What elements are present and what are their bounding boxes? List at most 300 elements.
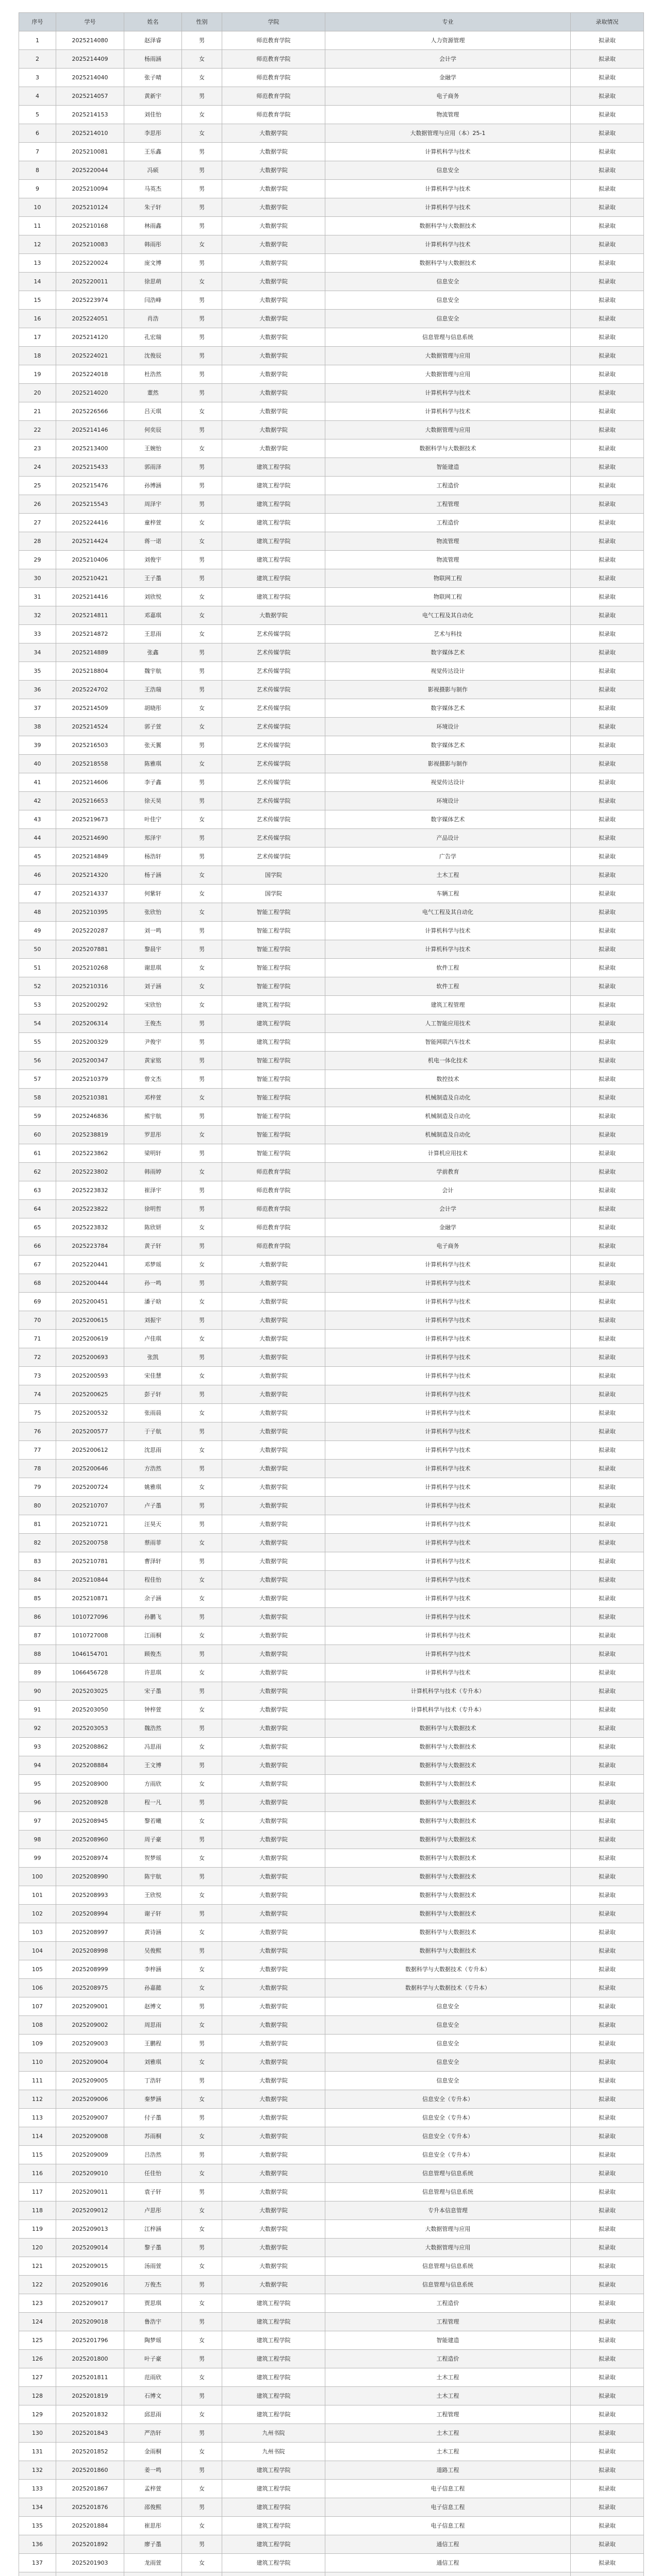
cell-status: 拟录取 — [571, 1367, 644, 1385]
cell-student-id: 2025209011 — [56, 2183, 124, 2201]
cell-student-id: 2025200724 — [56, 1478, 124, 1497]
cell-name: 黄家铭 — [124, 1052, 182, 1070]
cell-gender: 男 — [182, 569, 222, 588]
cell-gender: 男 — [182, 940, 222, 959]
cell-gender: 男 — [182, 1460, 222, 1478]
cell-index: 55 — [19, 1033, 56, 1052]
cell-status: 拟录取 — [571, 2424, 644, 2443]
table-row — [19, 50, 644, 69]
cell-index: 71 — [19, 1330, 56, 1348]
cell-index: 132 — [19, 2461, 56, 2480]
cell-student-id: 2025218558 — [56, 755, 124, 773]
cell-gender: 女 — [182, 2294, 222, 2313]
cell-college: 建筑工程学院 — [222, 477, 325, 495]
cell-gender: 男 — [182, 1608, 222, 1626]
cell-gender: 男 — [182, 1014, 222, 1033]
cell-name: 魏宇航 — [124, 662, 182, 681]
table-row — [19, 959, 644, 977]
cell-college: 艺术传媒学院 — [222, 773, 325, 792]
cell-name: 张凯 — [124, 1348, 182, 1367]
cell-status: 拟录取 — [571, 1422, 644, 1441]
cell-student-id: 2025214424 — [56, 532, 124, 551]
cell-college: 大数据学院 — [222, 1478, 325, 1497]
cell-status: 拟录取 — [571, 402, 644, 421]
cell-major: 计算机科学与技术 — [325, 1478, 571, 1497]
cell-college: 大数据学院 — [222, 2090, 325, 2109]
cell-college: 大数据学院 — [222, 1775, 325, 1793]
cell-college: 智能工程学院 — [222, 1052, 325, 1070]
cell-student-id: 2025214849 — [56, 848, 124, 866]
cell-college: 大数据学院 — [222, 1497, 325, 1515]
cell-name: 王鹏程 — [124, 2035, 182, 2053]
cell-name: 徐明哲 — [124, 1200, 182, 1218]
cell-index: 78 — [19, 1460, 56, 1478]
table-row — [19, 2016, 644, 2035]
cell-status: 拟录取 — [571, 1348, 644, 1367]
cell-major: 视觉传达设计 — [325, 773, 571, 792]
cell-index: 99 — [19, 1849, 56, 1868]
cell-major: 计算机科学与技术 — [325, 235, 571, 254]
cell-index: 130 — [19, 2424, 56, 2443]
cell-student-id: 2025210721 — [56, 1515, 124, 1534]
cell-name: 曾文杰 — [124, 1070, 182, 1089]
cell-college: 大数据学院 — [222, 1348, 325, 1367]
cell-gender: 男 — [182, 848, 222, 866]
cell-index: 119 — [19, 2220, 56, 2239]
cell-student-id: 2025201892 — [56, 2535, 124, 2554]
cell-gender: 男 — [182, 2276, 222, 2294]
cell-status: 拟录取 — [571, 2164, 644, 2183]
cell-name: 谢子轩 — [124, 1905, 182, 1923]
table-row — [19, 1793, 644, 1812]
cell-student-id: 2025208997 — [56, 1923, 124, 1942]
cell-college: 大数据学院 — [222, 2220, 325, 2239]
cell-student-id: 2025209012 — [56, 2201, 124, 2220]
cell-student-id: 2025210421 — [56, 569, 124, 588]
cell-name: 何紫轩 — [124, 885, 182, 903]
cell-major: 广告学 — [325, 848, 571, 866]
cell-index: 50 — [19, 940, 56, 959]
cell-index: 115 — [19, 2146, 56, 2164]
cell-name: 黎晨宇 — [124, 940, 182, 959]
cell-status: 拟录取 — [571, 1664, 644, 1682]
table-row — [19, 1738, 644, 1756]
cell-name: 赵泽睿 — [124, 31, 182, 50]
table-row — [19, 2146, 644, 2164]
cell-status: 拟录取 — [571, 87, 644, 106]
cell-gender: 女 — [182, 2554, 222, 2572]
cell-name: 胡晓彤 — [124, 699, 182, 718]
cell-college: 建筑工程学院 — [222, 514, 325, 532]
cell-name: 李子鑫 — [124, 773, 182, 792]
cell-index: 87 — [19, 1626, 56, 1645]
cell-name: 江梓涵 — [124, 2220, 182, 2239]
cell-status: 拟录取 — [571, 1256, 644, 1274]
cell-status: 拟录取 — [571, 2016, 644, 2035]
cell-name: 付子墨 — [124, 2109, 182, 2127]
cell-name: 周子豪 — [124, 1831, 182, 1849]
cell-college: 大数据学院 — [222, 1719, 325, 1738]
cell-gender: 女 — [182, 2201, 222, 2220]
cell-index: 61 — [19, 1144, 56, 1163]
cell-index: 46 — [19, 866, 56, 885]
cell-status: 拟录取 — [571, 2276, 644, 2294]
cell-index: 35 — [19, 662, 56, 681]
cell-student-id: 2025203053 — [56, 1719, 124, 1738]
cell-student-id: 2025209003 — [56, 2035, 124, 2053]
cell-student-id: 2025210124 — [56, 198, 124, 217]
cell-college: 建筑工程学院 — [222, 2535, 325, 2554]
cell-index: 7 — [19, 143, 56, 161]
cell-gender: 男 — [182, 254, 222, 273]
cell-gender: 女 — [182, 903, 222, 922]
cell-college: 大数据学院 — [222, 1868, 325, 1886]
cell-index: 81 — [19, 1515, 56, 1534]
cell-index: 65 — [19, 1218, 56, 1237]
cell-student-id: 2025200615 — [56, 1311, 124, 1330]
cell-index: 85 — [19, 1589, 56, 1608]
table-row — [19, 1942, 644, 1960]
cell-student-id: 2025223822 — [56, 1200, 124, 1218]
cell-gender: 女 — [182, 1664, 222, 1682]
cell-status: 拟录取 — [571, 829, 644, 848]
cell-status: 拟录取 — [571, 569, 644, 588]
cell-status: 拟录取 — [571, 1478, 644, 1497]
cell-college: 建筑工程学院 — [222, 2350, 325, 2368]
cell-college: 大数据学院 — [222, 347, 325, 365]
cell-major: 电子商务 — [325, 87, 571, 106]
cell-major: 建筑工程管理 — [325, 996, 571, 1014]
cell-index: 112 — [19, 2090, 56, 2109]
cell-name: 王欣悦 — [124, 1886, 182, 1905]
cell-major: 计算机科学与技术 — [325, 180, 571, 198]
cell-name: 刘雅琪 — [124, 2053, 182, 2072]
cell-name: 韩雨彤 — [124, 235, 182, 254]
cell-student-id: 2025209010 — [56, 2164, 124, 2183]
cell-gender: 女 — [182, 1163, 222, 1181]
cell-name: 张欣怡 — [124, 903, 182, 922]
cell-major: 计算机科学与技术 — [325, 1311, 571, 1330]
cell-student-id: 2025200758 — [56, 1534, 124, 1552]
cell-status: 拟录取 — [571, 848, 644, 866]
cell-name: 苏雨桐 — [124, 2127, 182, 2146]
cell-major: 道路工程 — [325, 2461, 571, 2480]
cell-major: 电气工程及其自动化 — [325, 903, 571, 922]
cell-major: 通信工程 — [325, 2535, 571, 2554]
cell-status: 拟录取 — [571, 1979, 644, 1997]
table-row — [19, 2387, 644, 2405]
cell-student-id: 2025208884 — [56, 1756, 124, 1775]
cell-index: 69 — [19, 1293, 56, 1311]
cell-college: 大数据学院 — [222, 1589, 325, 1608]
cell-college: 艺术传媒学院 — [222, 829, 325, 848]
cell-name: 黎若曦 — [124, 1812, 182, 1831]
cell-major: 数据科学与大数据技术 — [325, 1775, 571, 1793]
cell-name: 于子航 — [124, 1422, 182, 1441]
cell-gender: 女 — [182, 106, 222, 124]
cell-major: 信息管理与信息系统 — [325, 328, 571, 347]
cell-college: 大数据学院 — [222, 2109, 325, 2127]
cell-major: 电子信息工程 — [325, 2517, 571, 2535]
cell-gender: 男 — [182, 1348, 222, 1367]
cell-gender: 女 — [182, 1126, 222, 1144]
table-row — [19, 1960, 644, 1979]
cell-major: 机械制造及自动化 — [325, 1089, 571, 1107]
cell-status: 拟录取 — [571, 1571, 644, 1589]
cell-student-id: 1010727008 — [56, 1626, 124, 1645]
cell-major: 数控技术 — [325, 1070, 571, 1089]
cell-student-id: 2025214010 — [56, 124, 124, 143]
cell-major: 计算机科学与技术 — [325, 1293, 571, 1311]
cell-name: 赵博文 — [124, 1997, 182, 2016]
table-row — [19, 977, 644, 996]
cell-student-id: 2025223784 — [56, 1237, 124, 1256]
cell-gender: 女 — [182, 959, 222, 977]
table-row — [19, 606, 644, 625]
cell-name: 卢思彤 — [124, 2201, 182, 2220]
cell-status: 拟录取 — [571, 2201, 644, 2220]
cell-college: 大数据学院 — [222, 124, 325, 143]
cell-major: 软件工程 — [325, 977, 571, 996]
table-row — [19, 402, 644, 421]
cell-name: 杨浩轩 — [124, 848, 182, 866]
cell-student-id: 2025209017 — [56, 2294, 124, 2313]
cell-college: 艺术传媒学院 — [222, 699, 325, 718]
cell-gender: 女 — [182, 514, 222, 532]
table-row — [19, 1849, 644, 1868]
cell-major: 工程造价 — [325, 2294, 571, 2313]
cell-index: 41 — [19, 773, 56, 792]
cell-index: 21 — [19, 402, 56, 421]
cell-major: 金融学 — [325, 1218, 571, 1237]
table-row — [19, 1163, 644, 1181]
cell-status: 拟录取 — [571, 1441, 644, 1460]
cell-student-id: 2025201852 — [56, 2443, 124, 2461]
table-header — [19, 13, 644, 31]
cell-name: 刘俊宇 — [124, 551, 182, 569]
cell-status: 拟录取 — [571, 1793, 644, 1812]
cell-student-id: 2025210844 — [56, 1571, 124, 1589]
cell-student-id: 2025214337 — [56, 885, 124, 903]
cell-major: 计算机科学与技术（专升本） — [325, 1701, 571, 1719]
cell-major: 人力资源管理 — [325, 31, 571, 50]
cell-index: 134 — [19, 2498, 56, 2517]
cell-student-id: 2025209014 — [56, 2239, 124, 2257]
table-row — [19, 514, 644, 532]
cell-index: 135 — [19, 2517, 56, 2535]
table-row — [19, 1237, 644, 1256]
cell-status: 拟录取 — [571, 1052, 644, 1070]
cell-major: 计算机科学与技术 — [325, 1441, 571, 1460]
cell-status: 拟录取 — [571, 1997, 644, 2016]
cell-name: 钟梓萱 — [124, 1701, 182, 1719]
cell-name: 顾俊杰 — [124, 1645, 182, 1664]
cell-major: 计算机科学与技术 — [325, 384, 571, 402]
cell-name: 王思雨 — [124, 625, 182, 643]
cell-gender: 男 — [182, 1682, 222, 1701]
cell-major: 机械制造及自动化 — [325, 1126, 571, 1144]
cell-college: 大数据学院 — [222, 2164, 325, 2183]
cell-index: 37 — [19, 699, 56, 718]
cell-major: 数据科学与大数据技术 — [325, 217, 571, 235]
cell-major: 数据科学与大数据技术 — [325, 1886, 571, 1905]
cell-major: 数据科学与大数据技术 — [325, 1831, 571, 1849]
cell-gender: 男 — [182, 1274, 222, 1293]
table-row — [19, 2294, 644, 2313]
cell-index: 137 — [19, 2554, 56, 2572]
cell-gender: 男 — [182, 2424, 222, 2443]
cell-student-id: 2025214872 — [56, 625, 124, 643]
table-row — [19, 1422, 644, 1441]
cell-gender: 男 — [182, 347, 222, 365]
table-row — [19, 996, 644, 1014]
cell-major: 信息安全 — [325, 310, 571, 328]
header-row — [19, 13, 644, 31]
cell-college: 师范教育学院 — [222, 1218, 325, 1237]
cell-name: 邓梦瑶 — [124, 1256, 182, 1274]
cell-name — [124, 2572, 182, 2576]
cell-major: 工程造价 — [325, 2350, 571, 2368]
table-row — [19, 2053, 644, 2072]
cell-gender: 女 — [182, 439, 222, 458]
cell-index: 59 — [19, 1107, 56, 1126]
cell-student-id: 2025206314 — [56, 1014, 124, 1033]
table-row — [19, 551, 644, 569]
cell-gender: 女 — [182, 69, 222, 87]
cell-student-id: 2025226566 — [56, 402, 124, 421]
cell-student-id: 1066456728 — [56, 1664, 124, 1682]
cell-student-id: 2025201867 — [56, 2480, 124, 2498]
cell-student-id: 2025201903 — [56, 2554, 124, 2572]
table-row — [19, 1256, 644, 1274]
cell-status: 拟录取 — [571, 1126, 644, 1144]
cell-major: 数据科学与大数据技术 — [325, 439, 571, 458]
cell-name: 杨子涵 — [124, 866, 182, 885]
cell-index: 11 — [19, 217, 56, 235]
cell-name: 廖子墨 — [124, 2535, 182, 2554]
cell-index: 96 — [19, 1793, 56, 1812]
table-row — [19, 235, 644, 254]
cell-student-id: 2025214146 — [56, 421, 124, 439]
cell-gender: 女 — [182, 885, 222, 903]
cell-gender: 女 — [182, 2368, 222, 2387]
cell-status: 拟录取 — [571, 2127, 644, 2146]
cell-major: 计算机科学与技术 — [325, 940, 571, 959]
cell-gender: 男 — [182, 2183, 222, 2201]
table-row — [19, 2498, 644, 2517]
cell-status: 拟录取 — [571, 903, 644, 922]
cell-student-id: 2025200625 — [56, 1385, 124, 1404]
cell-student-id: 2025214153 — [56, 106, 124, 124]
cell-index: 20 — [19, 384, 56, 402]
cell-college: 大数据学院 — [222, 235, 325, 254]
cell-student-id: 2025209005 — [56, 2072, 124, 2090]
table-row — [19, 2183, 644, 2201]
cell-status: 拟录取 — [571, 180, 644, 198]
cell-college: 大数据学院 — [222, 1886, 325, 1905]
cell-major: 计算机科学与技术 — [325, 1330, 571, 1348]
cell-index: 102 — [19, 1905, 56, 1923]
cell-college: 大数据学院 — [222, 1256, 325, 1274]
cell-gender: 男 — [182, 1033, 222, 1052]
cell-student-id: 2025214040 — [56, 69, 124, 87]
cell-major: 计算机科学与技术 — [325, 1348, 571, 1367]
cell-name: 鲁浩宇 — [124, 2313, 182, 2331]
cell-name: 孔宏瑞 — [124, 328, 182, 347]
cell-major: 环境设计 — [325, 718, 571, 736]
cell-name: 孙一鸣 — [124, 1274, 182, 1293]
cell-name: 龙雨萱 — [124, 2554, 182, 2572]
cell-major: 信息安全 — [325, 1997, 571, 2016]
cell-name: 袁子轩 — [124, 2183, 182, 2201]
cell-major: 信息安全 — [325, 2035, 571, 2053]
cell-status: 拟录取 — [571, 1014, 644, 1033]
cell-college: 大数据学院 — [222, 2146, 325, 2164]
cell-name: 邓嘉琪 — [124, 606, 182, 625]
table-row — [19, 1534, 644, 1552]
cell-index: 30 — [19, 569, 56, 588]
cell-status: 拟录取 — [571, 2443, 644, 2461]
cell-major: 计算机科学与技术 — [325, 922, 571, 940]
cell-college: 建筑工程学院 — [222, 2405, 325, 2424]
cell-index: 122 — [19, 2276, 56, 2294]
cell-index: 103 — [19, 1923, 56, 1942]
table-row — [19, 1497, 644, 1515]
cell-gender: 男 — [182, 1645, 222, 1664]
cell-status: 拟录取 — [571, 1497, 644, 1515]
cell-major: 计算机科学与技术 — [325, 1664, 571, 1682]
cell-college: 大数据学院 — [222, 1682, 325, 1701]
cell-status: 拟录取 — [571, 736, 644, 755]
cell-status: 拟录取 — [571, 643, 644, 662]
cell-status: 拟录取 — [571, 885, 644, 903]
cell-status: 拟录取 — [571, 439, 644, 458]
cell-gender: 男 — [182, 2239, 222, 2257]
cell-college: 大数据学院 — [222, 1738, 325, 1756]
cell-status: 拟录取 — [571, 1200, 644, 1218]
table-row — [19, 1200, 644, 1218]
cell-name: 邓梓萱 — [124, 1089, 182, 1107]
cell-status: 拟录取 — [571, 625, 644, 643]
cell-gender: 女 — [182, 866, 222, 885]
cell-major: 物流管理 — [325, 532, 571, 551]
cell-status: 拟录取 — [571, 1942, 644, 1960]
cell-status: 拟录取 — [571, 421, 644, 439]
cell-college: 大数据学院 — [222, 1552, 325, 1571]
cell-name: 李思彤 — [124, 124, 182, 143]
cell-student-id: 2025210707 — [56, 1497, 124, 1515]
cell-name: 黎子墨 — [124, 2239, 182, 2257]
cell-student-id: 1010727096 — [56, 1608, 124, 1626]
cell-student-id: 2025200532 — [56, 1404, 124, 1422]
cell-major: 信息管理与信息系统 — [325, 2276, 571, 2294]
cell-name: 陶梦瑶 — [124, 2331, 182, 2350]
cell-status: 拟录取 — [571, 2035, 644, 2053]
cell-index: 25 — [19, 477, 56, 495]
table-row — [19, 106, 644, 124]
cell-college — [222, 2572, 325, 2576]
table-row — [19, 681, 644, 699]
cell-status: 拟录取 — [571, 1089, 644, 1107]
cell-index: 136 — [19, 2535, 56, 2554]
cell-index: 2 — [19, 50, 56, 69]
table-row — [19, 2276, 644, 2294]
cell-index: 53 — [19, 996, 56, 1014]
cell-name: 张雨晨 — [124, 1404, 182, 1422]
cell-major: 信息安全 — [325, 273, 571, 291]
cell-gender: 男 — [182, 217, 222, 235]
cell-college: 建筑工程学院 — [222, 2294, 325, 2313]
